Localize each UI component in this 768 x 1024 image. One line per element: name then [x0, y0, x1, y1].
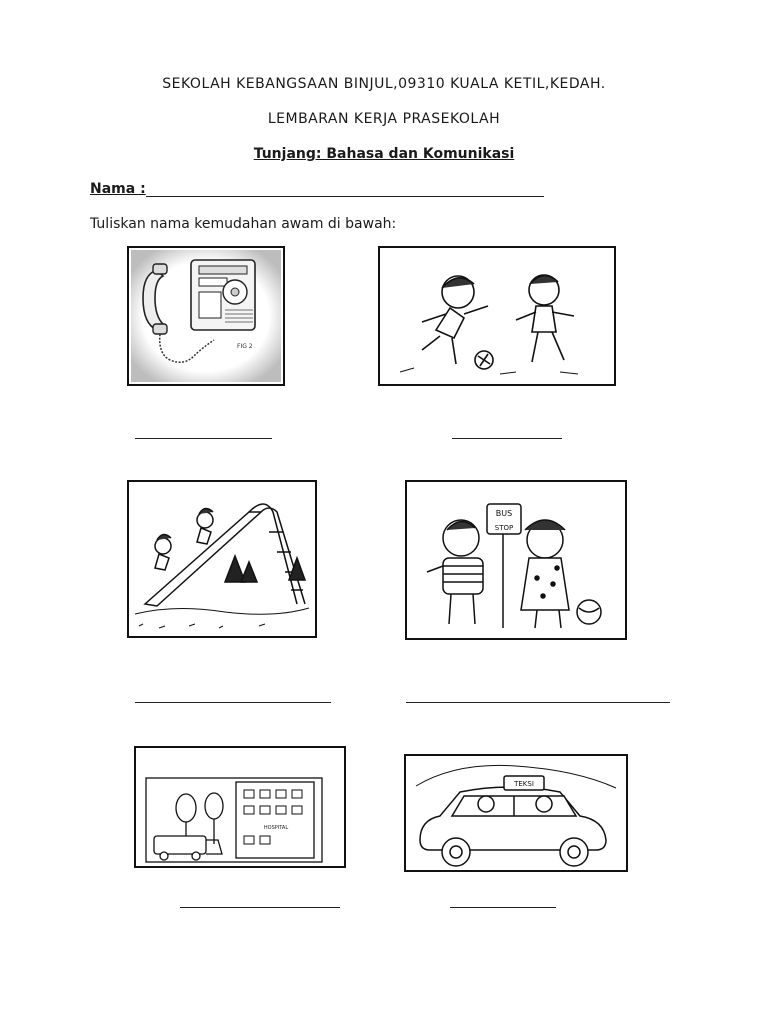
school-name: SEKOLAH KEBANGSAAN BINJUL,09310 KUALA KETIL,KEDAH.: [162, 76, 606, 92]
playground-slide-picture: [127, 480, 317, 638]
answer-line-5[interactable]: [180, 907, 340, 908]
taxi-icon: [406, 756, 626, 870]
answer-line-6[interactable]: [450, 907, 556, 908]
hospital-picture: [134, 746, 346, 868]
figure-caption: FIG 2: [237, 343, 253, 350]
answer-line-3[interactable]: [135, 702, 331, 703]
telephone-picture: [127, 246, 285, 386]
hospital-icon: [136, 748, 344, 866]
football-field-picture: [378, 246, 616, 386]
taxi-sign: TEKSI: [514, 780, 534, 788]
worksheet-title: LEMBARAN KERJA PRASEKOLAH: [267, 111, 501, 127]
bus-sign-top: BUS: [495, 509, 513, 518]
answer-line-1[interactable]: [135, 438, 272, 439]
telephone-icon: [129, 248, 283, 384]
slide-icon: [129, 482, 315, 636]
answer-line-2[interactable]: [452, 438, 562, 439]
football-children-icon: [380, 248, 614, 384]
bus-stop-icon: [407, 482, 625, 638]
instruction-text: Tuliskan nama kemudahan awam di bawah:: [90, 216, 397, 232]
hospital-sign: HOSPITAL: [263, 825, 289, 831]
bus-sign-bottom: STOP: [494, 524, 514, 532]
subject-heading: Tunjang: Bahasa dan Komunikasi: [253, 146, 515, 162]
bus-stop-picture: [405, 480, 627, 640]
name-label: Nama :: [90, 181, 146, 197]
taxi-picture: [404, 754, 628, 872]
answer-line-4[interactable]: [406, 702, 670, 703]
name-answer-line[interactable]: [146, 196, 544, 197]
